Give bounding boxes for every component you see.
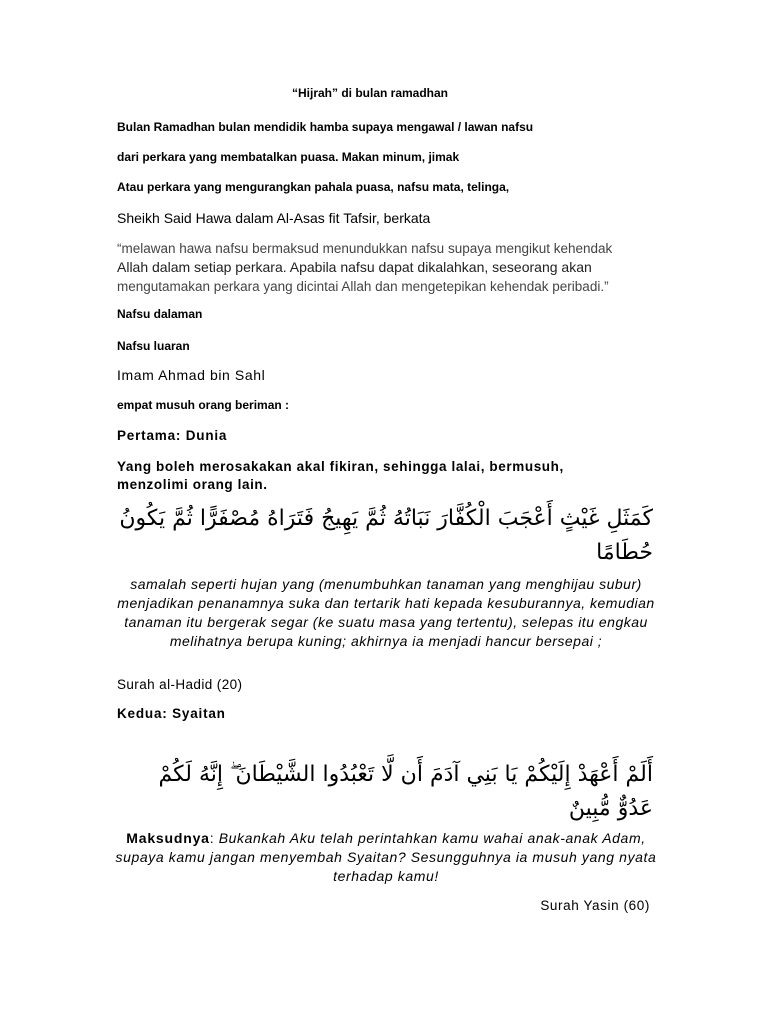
maksud-sep: : bbox=[209, 830, 219, 846]
quote-line-3: mengutamakan perkara yang dicintai Allah dan mengetepikan kehendak peribadi.” bbox=[117, 279, 609, 294]
pertama-heading: Pertama: Dunia bbox=[117, 428, 228, 443]
surah-hadid: Surah al-Hadid (20) bbox=[117, 677, 243, 692]
musuh-line: empat musuh orang beriman : bbox=[117, 398, 290, 412]
translation-yasin bbox=[112, 829, 660, 886]
maksud-label: Maksudnya bbox=[126, 830, 210, 846]
imam-line: Imam Ahmad bin Sahl bbox=[117, 367, 266, 383]
quote-block bbox=[117, 239, 657, 296]
nafsu-dalaman: Nafsu dalaman bbox=[117, 307, 203, 321]
quote-line-2: Allah dalam setiap perkara. Apabila nafsu dapat dikalahkan, seseorang akan bbox=[117, 259, 592, 275]
intro-line-2: dari perkara yang membatalkan puasa. Makan minum, jimak bbox=[117, 150, 460, 164]
intro-line-1: Bulan Ramadhan bulan mendidik hamba supaya mengawal / lawan nafsu bbox=[117, 120, 534, 134]
maksud-text: Bukankah Aku telah perintahkan kamu wahai anak-anak Adam, supaya kamu jangan menyembah Syaitan? Sesungguhnya ia musuh yang nyata terhadap kamu! bbox=[115, 830, 657, 884]
nafsu-luaran: Nafsu luaran bbox=[117, 339, 190, 353]
quote-line-1: “melawan hawa nafsu bermaksud menundukkan nafsu supaya mengikut kehendak bbox=[117, 241, 613, 256]
pertama-text: Yang boleh merosakakan akal fikiran, sehingga lalai, bermusuh, menzolimi orang lain. bbox=[117, 459, 564, 492]
translation-hadid: samalah seperti hujan yang (menumbuhkan tanaman yang menghijau subur) menjadikan penanamnya suka dan tertarik hati kepada kesuburannya, kemudian tanaman itu bergerak segar (ke suatu masa yang tertentu), selepas itu engkau melihatnya berupa kuning; akhirnya ia menjadi hancur bersepai ; bbox=[117, 576, 655, 649]
sheikh-line: Sheikh Said Hawa dalam Al-Asas fit Tafsir, berkata bbox=[117, 210, 431, 226]
document-title: “Hijrah” di bulan ramadhan bbox=[291, 86, 449, 100]
arabic-verse-hadid: كَمَثَلِ غَيْثٍ أَعْجَبَ الْكُفَّارَ نَبَاتُهُ ثُمَّ يَهِيجُ فَتَرَاهُ مُصْفَرًّا ثُمَّ يَكُونُ حُطَامًا bbox=[119, 506, 653, 565]
surah-yasin: Surah Yasin (60) bbox=[540, 898, 650, 913]
kedua-heading: Kedua: Syaitan bbox=[117, 706, 226, 721]
intro-line-3: Atau perkara yang mengurangkan pahala puasa, nafsu mata, telinga, bbox=[117, 180, 510, 194]
arabic-verse-yasin: أَلَمْ أَعْهَدْ إِلَيْكُمْ يَا بَنِي آدَمَ أَن لَّا تَعْبُدُوا الشَّيْطَانَ ۖ إِنَّهُ لَكُمْ عَدُوٌّ مُّبِينٌ bbox=[158, 762, 653, 821]
